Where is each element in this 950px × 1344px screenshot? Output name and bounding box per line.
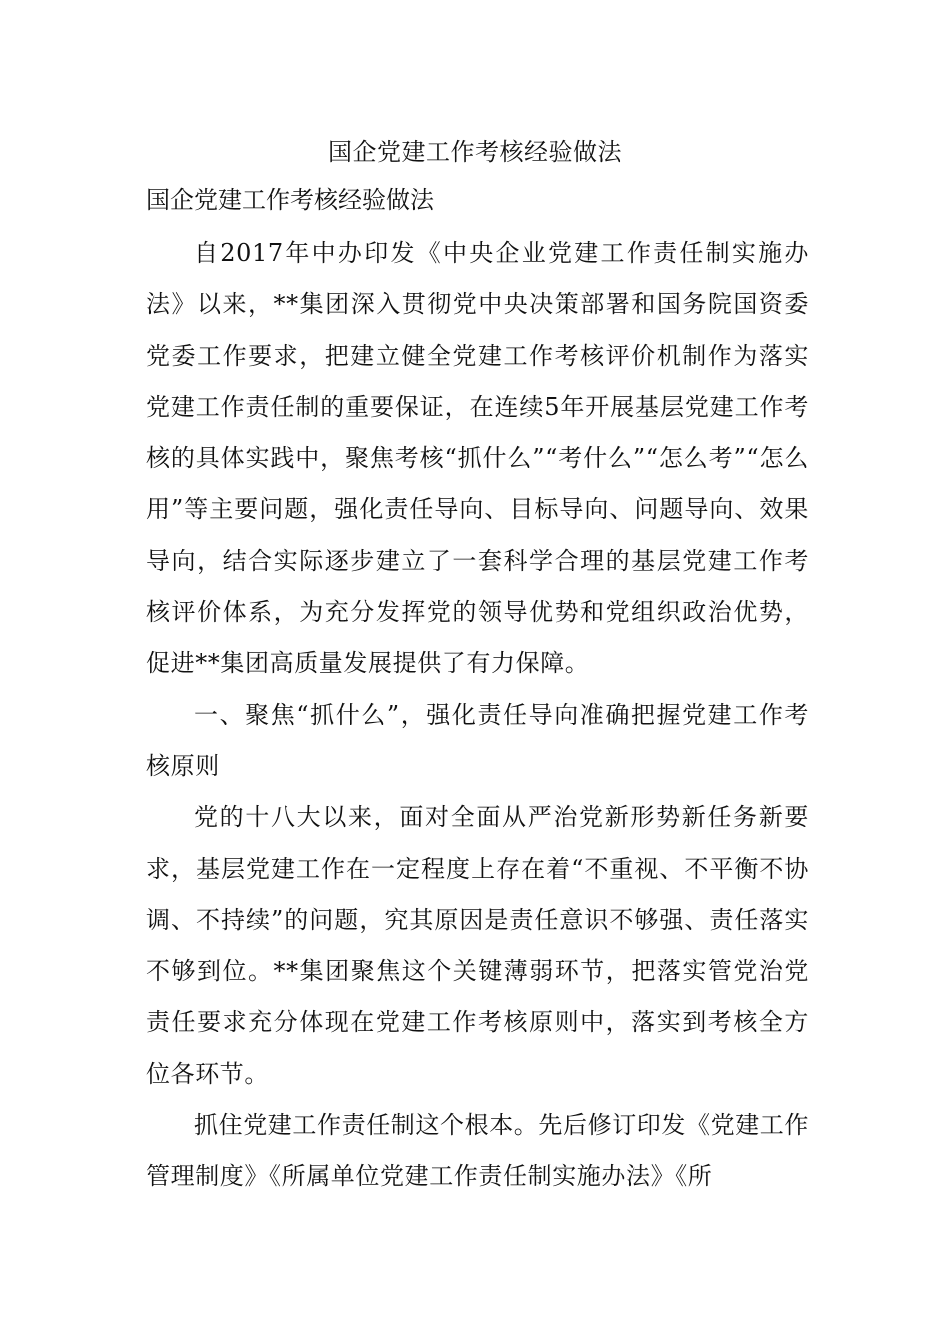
- document-title: 国企党建工作考核经验做法: [328, 138, 622, 166]
- document-body: [146, 228, 809, 1203]
- paragraph-intro: 自2017年中办印发《中央企业党建工作责任制实施办法》以来，**集团深入贯彻党中央决策部署和国务院国资委党委工作要求，把建立健全党建工作考核评价机制作为落实党建工作责任制的重要保证，在连续5年开展基层党建工作考核的具体实践中，聚焦考核“抓什么”“考什么”“怎么考”“怎么用”等主要问题，强化责任导向、目标导向、问题导向、效果导向，结合实际逐步建立了一套科学合理的基层党建工作考核评价体系，为充分发挥党的领导优势和党组织政治优势，促进**集团高质量发展提供了有力保障。: [146, 239, 809, 678]
- document-subtitle: 国企党建工作考核经验做法: [146, 186, 434, 214]
- paragraph-section-1: 党的十八大以来，面对全面从严治党新形势新任务新要求，基层党建工作在一定程度上存在着“不重视、不平衡不协调、不持续”的问题，究其原因是责任意识不够强、责任落实不够到位。**集团聚焦这个关键薄弱环节，把落实管党治党责任要求充分体现在党建工作考核原则中，落实到考核全方位各环节。: [146, 803, 809, 1088]
- paragraph-responsibility: 抓住党建工作责任制这个根本。先后修订印发《党建工作管理制度》《所属单位党建工作责任制实施办法》《所: [146, 1111, 809, 1191]
- section-heading-1: 一、聚焦“抓什么”，强化责任导向准确把握党建工作考核原则: [146, 700, 809, 780]
